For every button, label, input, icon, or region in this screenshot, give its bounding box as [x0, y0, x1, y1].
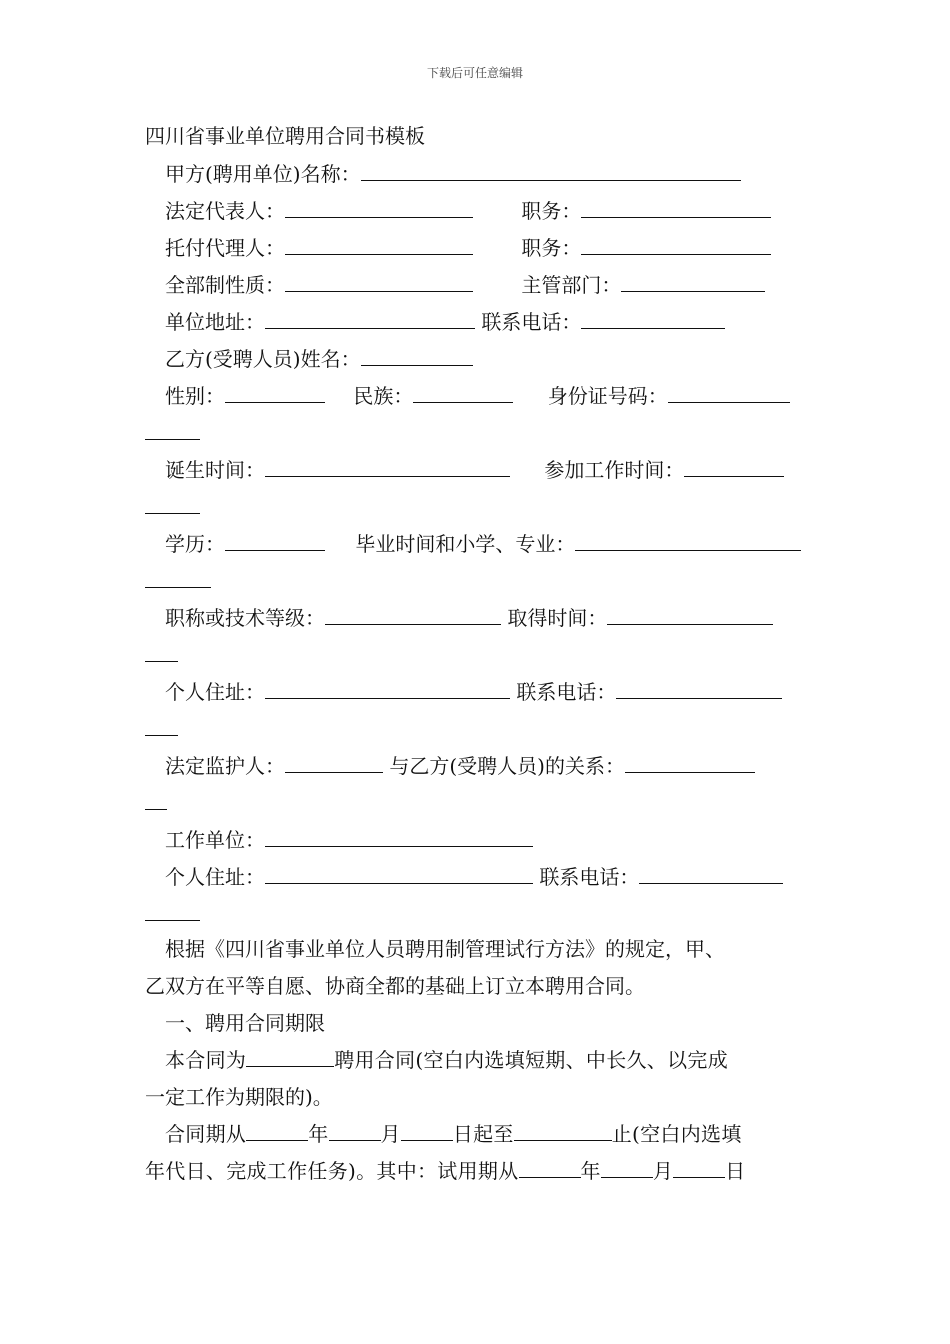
para3-text-b: 日起至 [452, 1122, 514, 1146]
end-date-blank[interactable] [514, 1122, 612, 1141]
grad-cont-row [145, 567, 810, 595]
unit-address-row [145, 308, 830, 336]
edu-row [145, 530, 830, 558]
document-title: 四川省事业单位聘用合同书模板 [145, 124, 425, 148]
position-label: 职务： [521, 199, 582, 223]
id-blank-cont-row [145, 419, 810, 447]
work-start-cont-row [145, 493, 810, 521]
guardian-phone-label: 联系电话： [539, 865, 640, 889]
para1-line1: 根据《四川省事业单位人员聘用制管理试行方法》的规定，甲、 [165, 937, 725, 961]
grad-label: 毕业时间和小学、专业： [355, 532, 576, 556]
id-blank[interactable] [668, 384, 790, 403]
personal-phone-cont-row [145, 715, 810, 743]
party-b-name-row [145, 345, 830, 373]
relation-cont-row [145, 789, 810, 817]
trial-day-blank[interactable] [673, 1159, 725, 1178]
edu-label: 学历： [165, 532, 225, 556]
work-start-label: 参加工作时间： [544, 458, 685, 482]
start-month-blank[interactable] [329, 1122, 381, 1141]
position-blank[interactable] [581, 199, 771, 218]
ethnic-blank[interactable] [413, 384, 513, 403]
unit-phone-label: 联系电话： [481, 310, 582, 334]
page-header: 下载后可任意编辑 [426, 66, 523, 80]
guardian-phone-blank[interactable] [639, 865, 783, 884]
title-blank[interactable] [325, 606, 501, 625]
id-label: 身份证号码： [547, 384, 668, 408]
obtain-blank[interactable] [607, 606, 773, 625]
gender-row [145, 382, 830, 410]
position-blank-2[interactable] [581, 236, 771, 255]
start-day-blank[interactable] [401, 1122, 453, 1141]
para1-line2: 乙双方在平等自愿、协商全都的基础上订立本聘用合同。 [145, 974, 645, 998]
party-a-name-row [145, 160, 830, 188]
obtain-cont-row [145, 641, 810, 669]
obtain-label: 取得时间： [507, 606, 608, 630]
agent-row [145, 234, 830, 262]
birth-row [145, 456, 830, 484]
para3-text-c: 止(空白内选填 [611, 1122, 742, 1146]
legal-rep-blank[interactable] [285, 199, 473, 218]
para2-text-b: 聘用合同(空白内选填短期、中长久、以完成 [334, 1048, 729, 1072]
relation-label: 与乙方(受聘人员)的关系： [389, 754, 625, 778]
dept-label: 主管部门： [521, 273, 622, 297]
workplace-row [145, 826, 830, 854]
guardian-blank[interactable] [285, 754, 383, 773]
obtain-blank-cont[interactable] [145, 643, 178, 662]
party-b-name-blank[interactable] [361, 347, 473, 366]
guardian-phone-cont-row [145, 900, 810, 928]
guardian-label: 法定监护人： [165, 754, 285, 778]
section1-heading: 一、聘用合同期限 [165, 1011, 325, 1035]
personal-phone-blank-cont[interactable] [145, 717, 178, 736]
legal-rep-row [145, 197, 830, 225]
position-label-2: 职务： [521, 236, 582, 260]
unit-phone-blank[interactable] [581, 310, 725, 329]
para3-text-a: 合同期从 [165, 1122, 247, 1146]
gender-label: 性别： [165, 384, 225, 408]
agent-blank[interactable] [285, 236, 473, 255]
legal-rep-label: 法定代表人： [165, 199, 285, 223]
ownership-blank[interactable] [285, 273, 473, 292]
party-a-name-blank[interactable] [361, 162, 741, 181]
ownership-label: 全部制性质： [165, 273, 285, 297]
para3-line2 [145, 1157, 810, 1185]
para2-line2: 一定工作为期限的)。 [145, 1085, 333, 1109]
party-b-name-label: 乙方(受聘人员)姓名： [165, 347, 361, 371]
id-blank-cont[interactable] [145, 421, 200, 440]
para3-year-2: 年 [580, 1159, 601, 1183]
relation-blank[interactable] [625, 754, 755, 773]
title-row [145, 604, 830, 632]
para2-line1 [145, 1046, 830, 1074]
para3-year-1: 年 [308, 1122, 329, 1146]
personal-phone-blank[interactable] [616, 680, 782, 699]
birth-blank[interactable] [265, 458, 510, 477]
guardian-address-blank[interactable] [265, 865, 533, 884]
para3-month-1: 月 [380, 1122, 401, 1146]
gender-blank[interactable] [225, 384, 325, 403]
edu-blank[interactable] [225, 532, 325, 551]
guardian-address-label: 个人住址： [165, 865, 265, 889]
trial-month-blank[interactable] [601, 1159, 653, 1178]
party-a-name-label: 甲方(聘用单位)名称： [165, 162, 361, 186]
relation-blank-cont[interactable] [145, 791, 167, 810]
personal-address-row [145, 678, 830, 706]
guardian-address-row [145, 863, 830, 891]
guardian-phone-blank-cont[interactable] [145, 902, 200, 921]
work-start-blank-cont[interactable] [145, 495, 200, 514]
ethnic-label: 民族： [353, 384, 414, 408]
workplace-blank[interactable] [265, 828, 533, 847]
ownership-row [145, 271, 830, 299]
para3-text-d: 年代日、完成工作任务)。其中：试用期从 [145, 1159, 519, 1183]
grad-blank-cont[interactable] [145, 569, 211, 588]
work-start-blank[interactable] [684, 458, 784, 477]
dept-blank[interactable] [621, 273, 765, 292]
para3-month-2: 月 [652, 1159, 674, 1183]
guardian-row [145, 752, 830, 780]
personal-address-label: 个人住址： [165, 680, 265, 704]
workplace-label: 工作单位： [165, 828, 265, 852]
personal-address-blank[interactable] [265, 680, 510, 699]
title-label: 职称或技术等级： [165, 606, 325, 630]
unit-address-label: 单位地址： [165, 310, 265, 334]
unit-address-blank[interactable] [265, 310, 475, 329]
grad-blank[interactable] [575, 532, 801, 551]
para3-day-2: 日 [725, 1159, 746, 1183]
para2-text-a: 本合同为 [165, 1048, 247, 1072]
agent-label: 托付代理人： [165, 236, 285, 260]
trial-year-blank[interactable] [519, 1159, 581, 1178]
birth-label: 诞生时间： [165, 458, 265, 482]
personal-phone-label: 联系电话： [516, 680, 617, 704]
para3-line1 [145, 1120, 830, 1148]
contract-type-blank[interactable] [246, 1048, 334, 1067]
start-year-blank[interactable] [246, 1122, 308, 1141]
